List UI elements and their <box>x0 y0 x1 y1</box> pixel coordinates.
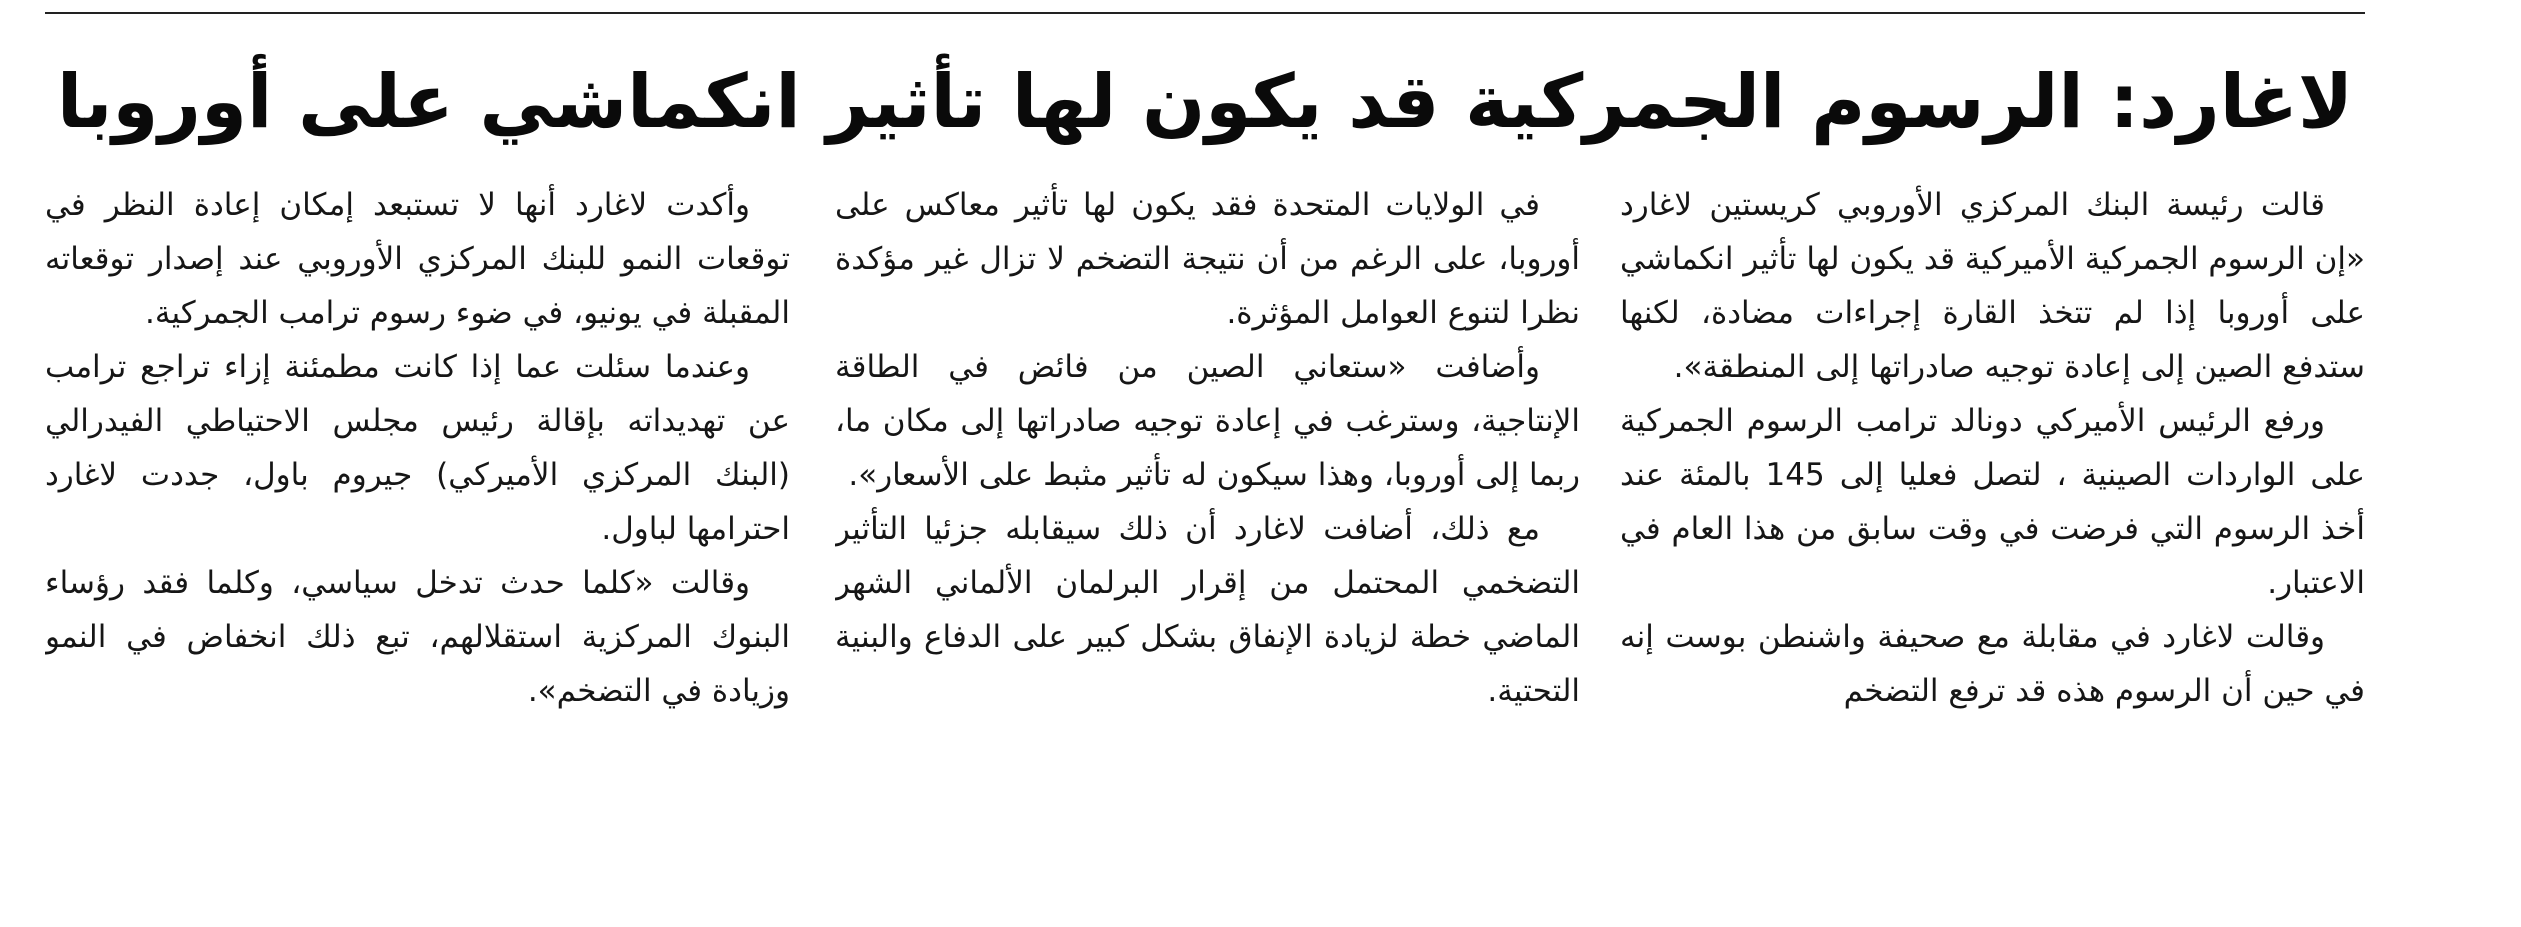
top-divider-rule <box>45 12 2365 14</box>
article-paragraph: قالت رئيسة البنك المركزي الأوروبي كريستين لاغارد «إن الرسوم الجمركية الأميركية قد يكون لها تأثير انكماشي على أوروبا إذا لم تتخذ القارة إجراءات مضادة، لكنها ستدفع الصين إلى إعادة توجيه صادراتها إلى المنطقة». <box>1620 187 2365 385</box>
article-paragraph: وقالت «كلما حدث تدخل سياسي، وكلما فقد رؤساء البنوك المركزية استقلالهم، تبع ذلك انخفاض في النمو وزيادة في التضخم». <box>45 565 790 709</box>
article-column-3 <box>45 178 790 818</box>
article-paragraph: وعندما سئلت عما إذا كانت مطمئنة إزاء تراجع ترامب عن تهديداته بإقالة رئيس مجلس الاحتياطي الفيدرالي (البنك المركزي الأميركي) جيروم باول، جددت لاغارد احترامها لباول. <box>45 349 790 547</box>
article-column-1 <box>1620 178 2365 818</box>
article-paragraph: وأضافت «ستعاني الصين من فائض في الطاقة الإنتاجية، وسترغب في إعادة توجيه صادراتها إلى مكان ما، ربما إلى أوروبا، وهذا سيكون له تأثير مثبط على الأسعار». <box>835 349 1580 493</box>
article-paragraph: وأكدت لاغارد أنها لا تستبعد إمكان إعادة النظر في توقعات النمو للبنك المركزي الأوروبي عند إصدار توقعاته المقبلة في يونيو، في ضوء رسوم ترامب الجمركية. <box>45 187 790 331</box>
article-paragraph: مع ذلك، أضافت لاغارد أن ذلك سيقابله جزئيا التأثير التضخمي المحتمل من إقرار البرلمان الألماني الشهر الماضي خطة لزيادة الإنفاق بشكل كبير على الدفاع والبنية التحتية. <box>835 511 1580 709</box>
article-column-2 <box>835 178 1580 818</box>
article-paragraph: في الولايات المتحدة فقد يكون لها تأثير معاكس على أوروبا، على الرغم من أن نتيجة التضخم لا تزال غير مؤكدة نظرا لتنوع العوامل المؤثرة. <box>835 187 1580 331</box>
article-headline: لاغارد: الرسوم الجمركية قد يكون لها تأثير انكماشي على أوروبا <box>56 59 2354 145</box>
article-paragraph: وقالت لاغارد في مقابلة مع صحيفة واشنطن بوست إنه في حين أن الرسوم هذه قد ترفع التضخم <box>1620 619 2365 709</box>
article-paragraph: ورفع الرئيس الأميركي دونالد ترامب الرسوم الجمركية على الواردات الصينية ، لتصل فعليا إلى 145 بالمئة عند أخذ الرسوم التي فرضت في وقت سابق من هذا العام في الاعتبار. <box>1620 403 2365 601</box>
